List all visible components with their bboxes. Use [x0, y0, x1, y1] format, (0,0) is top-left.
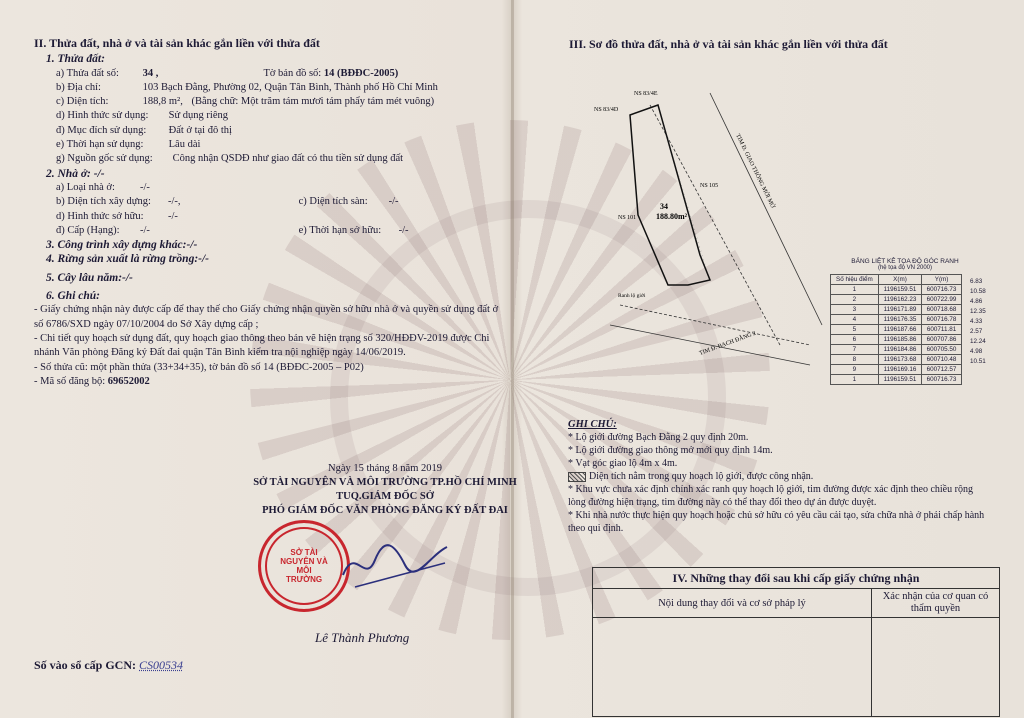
coord-row — [831, 355, 962, 365]
coord-cell: 1196159.51 — [878, 285, 921, 295]
coord-cell: 1 — [831, 285, 879, 295]
note-item: * Khi nhà nước thực hiện quy hoạch hoặc chủ sở hữu có yêu cầu cải tạo, sửa chữa nhà ở phải chấp hành theo qui định. — [568, 510, 985, 534]
edge-length: 10.51 — [970, 358, 986, 365]
house-grade-row: đ) Cấp (Hạng): -/- e) Thời hạn sở hữu: -/- — [56, 224, 409, 236]
coord-header: Y(m) — [922, 275, 962, 285]
coord-cell: 1196185.86 — [878, 335, 921, 345]
coord-cell: 1196187.66 — [878, 325, 921, 335]
house-type-row: a) Loại nhà ở: -/- — [56, 181, 150, 193]
coord-cell: 1 — [831, 375, 879, 385]
coord-cell: 1196169.16 — [878, 365, 921, 375]
issue-date: Ngày 15 tháng 8 năm 2019 — [327, 463, 443, 474]
changes-table — [592, 567, 1000, 717]
edge-length: 4.33 — [970, 318, 983, 325]
note-planning: - Chi tiết quy hoạch sử dụng đất, quy hoạch giao thông theo bản vẽ hiện trạng số 320/HĐĐV-2019 được Chi nhánh Văn phòng Đăng ký Đất đai quận Tân Bình kiểm tra nội nghiệp ngày 14/06/2019. — [34, 332, 490, 359]
plan-ns4: NS 105 — [700, 183, 719, 189]
notes-heading: 6. Ghi chú: — [46, 290, 100, 303]
signer-name: Lê Thành Phương — [315, 630, 410, 645]
coord-row — [831, 375, 962, 385]
coord-cell: 600718.68 — [922, 305, 962, 315]
coord-cell: 1196176.35 — [878, 315, 921, 325]
coordinate-table — [830, 274, 962, 385]
coord-cell: 600711.81 — [922, 325, 962, 335]
coord-cell: 1196162.23 — [878, 295, 921, 305]
usage-term-row: e) Thời hạn sử dụng: Lâu dài — [56, 139, 201, 151]
plan-ranh: Ranh lộ giới — [618, 293, 646, 299]
coord-cell: 600716.73 — [922, 375, 962, 385]
coord-header: X(m) — [878, 275, 921, 285]
planted-forest: 4. Rừng sản xuất là rừng trồng:-/- — [46, 253, 209, 266]
coord-cell: 6 — [831, 335, 879, 345]
note-item: Diện tích nằm trong quy hoạch lộ giới, được công nhận. — [568, 470, 988, 483]
hatch-legend-icon — [568, 472, 586, 482]
coordinate-table-block — [830, 258, 986, 385]
coord-cell: 1196173.68 — [878, 355, 921, 365]
notes-title: GHI CHÚ: — [568, 419, 617, 430]
coord-row — [831, 345, 962, 355]
plan-area: 188.80m² — [656, 212, 688, 221]
signature-block — [225, 462, 545, 518]
coord-cell: 2 — [831, 295, 879, 305]
department-name: SỞ TÀI NGUYÊN VÀ MÔI TRƯỜNG TP.HỒ CHÍ MINH — [253, 477, 517, 488]
left-page — [34, 36, 504, 389]
coord-cell: 600710.48 — [922, 355, 962, 365]
land-heading: 1. Thửa đất: — [46, 53, 105, 66]
changes-col-content: Nội dung thay đổi và cơ sở pháp lý — [593, 589, 872, 617]
area-row: c) Diện tích: 188,8 m², (Bằng chữ: Một trăm tám mươi tám phẩy tám mét vuông) — [56, 96, 435, 108]
coord-cell: 3 — [831, 305, 879, 315]
address-row: b) Địa chỉ: 103 Bạch Đằng, Phường 02, Quận Tân Bình, Thành phố Hồ Chí Minh — [56, 81, 438, 93]
coord-cell: 600707.86 — [922, 335, 962, 345]
authorization: TUQ.GIÁM ĐỐC SỞ — [336, 491, 434, 502]
note-item: * Khu vực chưa xác định chính xác ranh quy hoạch lộ giới, tim đường được xác định theo chiều rộng lòng đường hiện trạng, tim đường này có thể thay đổi theo dự án được duyệt. — [568, 484, 973, 508]
plan-street1: TIM Đ. GIAO THÔNG MỚI MỞ — [734, 133, 776, 210]
coord-cell: 9 — [831, 365, 879, 375]
area-words: (Bằng chữ: Một trăm tám mươi tám phẩy tám mét vuông) — [191, 96, 435, 108]
coord-row — [831, 315, 962, 325]
coord-row — [831, 305, 962, 315]
origin-row: g) Nguồn gốc sử dụng: Công nhận QSDĐ như giao đất có thu tiền sử dụng đất — [56, 153, 404, 165]
coord-row — [831, 285, 962, 295]
changes-col-confirm: Xác nhận của cơ quan có thẩm quyền — [882, 591, 989, 614]
changes-confirm-cell — [872, 618, 999, 717]
gcn-value: CS00534 — [139, 658, 184, 672]
usage-purpose-row: đ) Mục đích sử dụng: Đất ở tại đô thị — [56, 124, 232, 136]
note-item: * Lộ giới đường giao thông mở mới quy định 14m. — [568, 445, 773, 456]
edge-length: 12.24 — [970, 338, 986, 345]
note-old-parcel: - Số thửa cũ: một phần thửa (33+34+35), tờ bản đồ số 14 (BĐĐC-2005 – P02) — [34, 361, 364, 373]
note-item: * Vạt góc giao lộ 4m x 4m. — [568, 458, 678, 469]
changes-content-cell — [593, 618, 872, 717]
edge-length: 4.98 — [970, 348, 983, 355]
usage-form-row: d) Hình thức sử dụng: Sử dụng riêng — [56, 110, 228, 122]
plan-ns2: NS 83/4D — [594, 107, 619, 113]
coord-cell: 600722.99 — [922, 295, 962, 305]
note-item: * Lộ giới đường Bạch Đằng 2 quy định 20m. — [568, 432, 749, 443]
edge-length: 10.58 — [970, 288, 986, 295]
address-value: 103 Bạch Đằng, Phường 02, Quận Tân Bình, Thành phố Hồ Chí Minh — [142, 81, 438, 93]
fold-line — [511, 0, 514, 718]
coord-cell: 600705.50 — [922, 345, 962, 355]
coord-cell: 4 — [831, 315, 879, 325]
coord-cell: 5 — [831, 325, 879, 335]
plan-notes — [568, 418, 988, 535]
gcn-number: Số vào sổ cấp GCN: CS00534 — [34, 658, 184, 672]
plan-ns3: NS 101 — [618, 215, 637, 221]
signer-title: PHÓ GIÁM ĐỐC VĂN PHÒNG ĐĂNG KÝ ĐẤT ĐAI — [262, 505, 508, 516]
perennial-trees: 5. Cây lâu năm:-/- — [46, 271, 133, 284]
parcel-plan — [560, 75, 830, 405]
plan-ns1: NS 83/4E — [634, 91, 658, 97]
changes-title: IV. Những thay đổi sau khi cấp giấy chứng nhận — [593, 568, 999, 589]
coord-cell: 1196159.51 — [878, 375, 921, 385]
section-ii-title: II. Thửa đất, nhà ở và tài sản khác gắn liền với thửa đất — [34, 36, 320, 50]
note-replacement: - Giấy chứng nhận này được cấp để thay thế cho Giấy chứng nhận quyền sở hữu nhà ở và quyền sử dụng đất ở số 6786/SXD ngày 07/10/2004 do Sở Xây dựng cấp ; — [34, 304, 499, 330]
coord-row — [831, 365, 962, 375]
coord-cell: 600712.57 — [922, 365, 962, 375]
coord-cell: 600716.78 — [922, 315, 962, 325]
house-heading: 2. Nhà ở: -/- — [46, 167, 105, 180]
coord-header: Số hiệu điểm — [831, 275, 879, 285]
area-value: 188,8 m², — [142, 96, 183, 108]
coord-title: BẢNG LIỆT KÊ TỌA ĐỘ GÓC RANH — [851, 258, 959, 265]
plan-street2: TIM Đ. BẠCH ĐẰNG 2 — [698, 330, 757, 357]
coord-cell: 8 — [831, 355, 879, 365]
coord-row — [831, 325, 962, 335]
coord-cell: 1196171.89 — [878, 305, 921, 315]
coord-cell: 7 — [831, 345, 879, 355]
plan-parcel: 34 — [660, 202, 668, 211]
section-iii-title: III. Sơ đồ thửa đất, nhà ở và tài sản khác gắn liền với thửa đất — [569, 37, 888, 51]
edge-length: 4.86 — [970, 298, 983, 305]
red-seal: SỞ TÀI NGUYÊN VÀ MÔI TRƯỜNG — [258, 520, 350, 612]
edge-lengths — [970, 277, 994, 367]
handwritten-signature — [335, 535, 455, 595]
other-construction: 3. Công trình xây dựng khác:-/- — [46, 239, 198, 252]
house-area-row: b) Diện tích xây dựng: -/-, c) Diện tích sàn: -/- — [56, 196, 399, 208]
coord-subtitle: (hệ tọa độ VN 2000) — [877, 265, 933, 271]
parcel-number: 34 , — [142, 67, 159, 79]
note-registry: - Mã số đăng bộ: 69652002 — [34, 375, 150, 387]
map-sheet: 14 (BĐĐC-2005) — [323, 67, 399, 79]
coord-cell: 600716.73 — [922, 285, 962, 295]
coord-row — [831, 335, 962, 345]
edge-length: 6.83 — [970, 278, 983, 285]
edge-length: 12.35 — [970, 308, 986, 315]
house-ownership-row: d) Hình thức sở hữu: -/- — [56, 210, 178, 222]
parcel-row: a) Thửa đất số: 34 , Tờ bản đồ số: 14 (BĐĐC-2005) — [56, 67, 399, 79]
coord-row — [831, 295, 962, 305]
edge-length: 2.57 — [970, 328, 983, 335]
coord-cell: 1196184.86 — [878, 345, 921, 355]
